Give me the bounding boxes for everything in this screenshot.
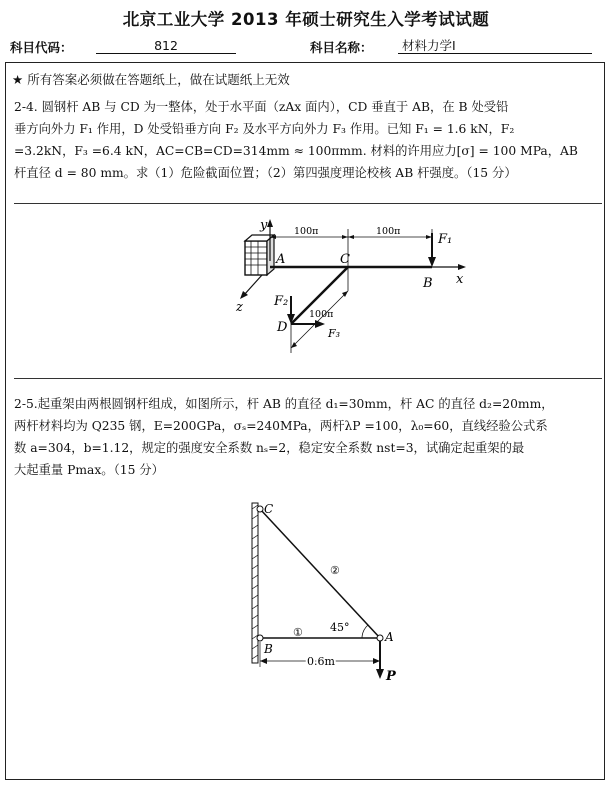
point-C-label: C xyxy=(340,252,350,267)
z-axis xyxy=(244,275,262,295)
angle-label: 45° xyxy=(330,621,350,634)
problem-2-4-line: =3.2kN，F₃ =6.4 kN，AC=CB=CD=314mm ≈ 100πmm. 材料的许用应力[σ] = 100 MPa，AB xyxy=(14,144,578,158)
dimension-CD: 100π xyxy=(309,309,334,320)
member-AC xyxy=(260,509,380,638)
angle-arc xyxy=(362,625,368,638)
point-B-label: B xyxy=(423,276,433,291)
y-axis-label: y xyxy=(260,218,268,233)
problem-2-4-line: 2-4. 圆钢杆 AB 与 CD 为一整体，处于水平面（zAx 面内），CD 垂直于 AB，在 B 处受铅 xyxy=(14,100,509,114)
load-P-label: P xyxy=(386,669,396,684)
star-icon: ★ xyxy=(12,72,24,87)
problem-2-4-line: 杆直径 d = 80 mm。求（1）危险截面位置；（2）第四强度理论校核 AB 杆强度。（15 分） xyxy=(14,166,517,180)
dimension-AB: 0.6m xyxy=(307,655,335,668)
hinge-C xyxy=(257,506,263,512)
member-2-label: ② xyxy=(330,564,340,577)
problem-2-5-line: 数 a=304，b=1.12，规定的强度安全系数 nₛ=2，稳定安全系数 nst=3，试确定起重架的最 xyxy=(14,441,525,455)
point-A-label: A xyxy=(276,252,286,267)
point-A-label: A xyxy=(385,630,394,644)
z-axis-label: z xyxy=(236,300,243,315)
exam-title: 北京工业大学 2013 年硕士研究生入学考试试题 xyxy=(122,10,490,29)
force-F1-label: F₁ xyxy=(438,232,453,247)
problem-2-5-line: 两杆材料均为 Q235 钢，E=200GPa，σₛ=240MPa，两杆λP =100，λ₀=60，直线经验公式系 xyxy=(14,419,548,433)
problem-2-5-text xyxy=(14,393,602,481)
member-1-label: ① xyxy=(293,626,303,639)
point-B-label: B xyxy=(264,642,273,656)
point-D-label: D xyxy=(277,320,288,335)
figure-2-4 xyxy=(0,203,612,377)
point-C-label: C xyxy=(264,502,274,516)
problem-2-4-text xyxy=(14,96,602,184)
force-F2-label: F₂ xyxy=(274,294,289,309)
problem-2-5-line: 大起重量 Pmax。（15 分） xyxy=(14,463,164,477)
problem-2-4-line: 垂方向外力 F₁ 作用，D 处受铅垂方向 F₂ 及水平方向外力 F₃ 作用。已知 F₁ = 1.6 kN，F₂ xyxy=(14,122,515,136)
force-F3-label: F₃ xyxy=(328,327,341,340)
hinge-A xyxy=(377,635,383,641)
subject-code-value: 812 xyxy=(96,38,236,54)
subject-code-label: 科目代码： xyxy=(10,40,73,55)
notice xyxy=(12,70,290,88)
figure-2-5 xyxy=(0,495,612,690)
dimension-CB: 100π xyxy=(376,226,401,237)
problem-2-5-line: 2-5.起重架由两根圆钢杆组成，如图所示，杆 AB 的直径 d₁=30mm，杆 AC 的直径 d₂=20mm， xyxy=(14,397,554,411)
subject-name-label: 科目名称： xyxy=(310,40,373,55)
dimension-AC: 100π xyxy=(294,226,319,237)
subject-name-value: 材料力学I xyxy=(398,38,592,54)
notice-text: 所有答案必须做在答题纸上，做在试题纸上无效 xyxy=(27,72,290,87)
x-axis-label: x xyxy=(456,272,464,287)
subject-info-row xyxy=(10,38,602,58)
hinge-B xyxy=(257,635,263,641)
